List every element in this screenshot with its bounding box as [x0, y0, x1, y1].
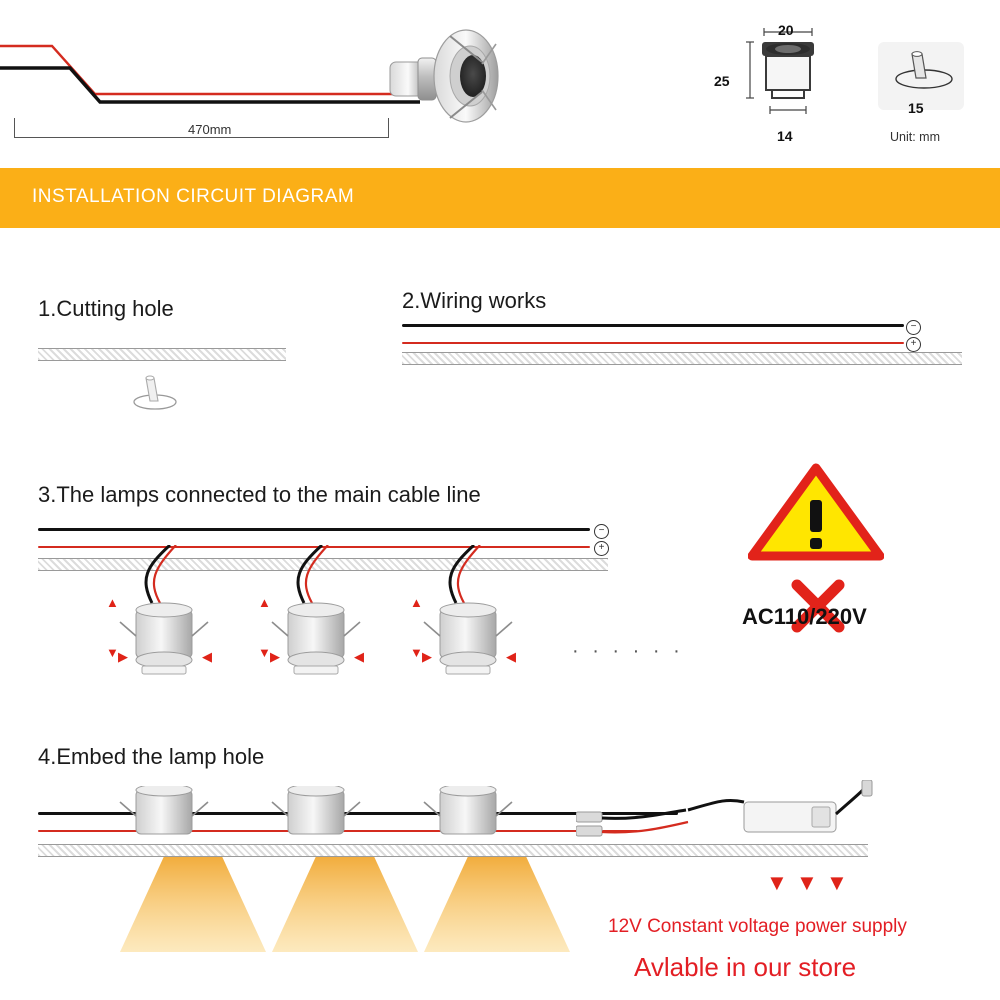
spec-diameter-top: 20 [778, 22, 794, 38]
step2-ceiling [402, 352, 962, 365]
arrow-right-1: ▶ [118, 649, 128, 664]
terminal-negative: − [906, 320, 921, 335]
step2-wire-positive [402, 342, 904, 344]
power-supply-driver [576, 780, 886, 850]
warning-voltage-label: AC110/220V [742, 604, 867, 629]
arrow-up-2: ▲ [258, 595, 271, 610]
step1-hole-cutter-icon [126, 372, 184, 414]
dimension-line [14, 137, 389, 138]
arrow-left-3: ◀ [506, 649, 516, 664]
step2-title: 2.Wiring works [402, 288, 547, 313]
arrow-left-1: ◀ [202, 649, 212, 664]
step3-lamp-1 [118, 600, 214, 688]
cut-hole-icon [884, 46, 960, 92]
ps-arrow-1: ▼ [766, 870, 788, 895]
spec-diameter-bottom: 14 [777, 128, 793, 144]
spec-cut-hole: 15 [908, 100, 924, 116]
arrow-down-1: ▼ [106, 645, 119, 660]
step1-ceiling [38, 348, 286, 361]
arrow-up-1: ▲ [106, 595, 119, 610]
ps-arrow-3: ▼ [826, 870, 848, 895]
arrow-right-3: ▶ [422, 649, 432, 664]
step4-light-beams [60, 852, 580, 970]
arrow-right-2: ▶ [270, 649, 280, 664]
cable-length-label: 470mm [188, 122, 232, 137]
step4-lamp-2 [270, 786, 366, 846]
step3-ellipsis: · · · · · · [572, 640, 684, 662]
lamp-product-image [378, 18, 538, 138]
banner-title: INSTALLATION CIRCUIT DIAGRAM [32, 186, 355, 207]
step4-lamp-3 [422, 786, 518, 846]
arrow-down-2: ▼ [258, 645, 271, 660]
step4-lamp-1 [118, 786, 214, 846]
arrow-down-3: ▼ [410, 645, 423, 660]
power-supply-line1: 12V Constant voltage power supply [608, 916, 907, 937]
terminal-positive: + [906, 337, 921, 352]
arrow-left-2: ◀ [354, 649, 364, 664]
dimension-tick-left [14, 118, 15, 138]
arrow-up-3: ▲ [410, 595, 423, 610]
warning-triangle-icon [748, 462, 884, 562]
step3-lamp-2 [270, 600, 366, 688]
step2-wire-negative [402, 324, 904, 327]
step3-lamp-3 [422, 600, 518, 688]
step3-wire-negative [38, 528, 590, 531]
step1-title: 1.Cutting hole [38, 296, 174, 321]
step3-terminal-negative: − [594, 524, 609, 539]
dimension-tick-right [388, 118, 389, 138]
power-supply-line2: Avlable in our store [634, 952, 857, 982]
spec-unit-label: Unit: mm [890, 130, 940, 144]
ps-arrow-2: ▼ [796, 870, 818, 895]
step3-terminal-positive: + [594, 541, 609, 556]
step3-title: 3.The lamps connected to the main cable line [38, 482, 481, 507]
step4-title: 4.Embed the lamp hole [38, 744, 265, 769]
spec-height: 25 [714, 73, 730, 89]
product-cable [0, 20, 420, 110]
